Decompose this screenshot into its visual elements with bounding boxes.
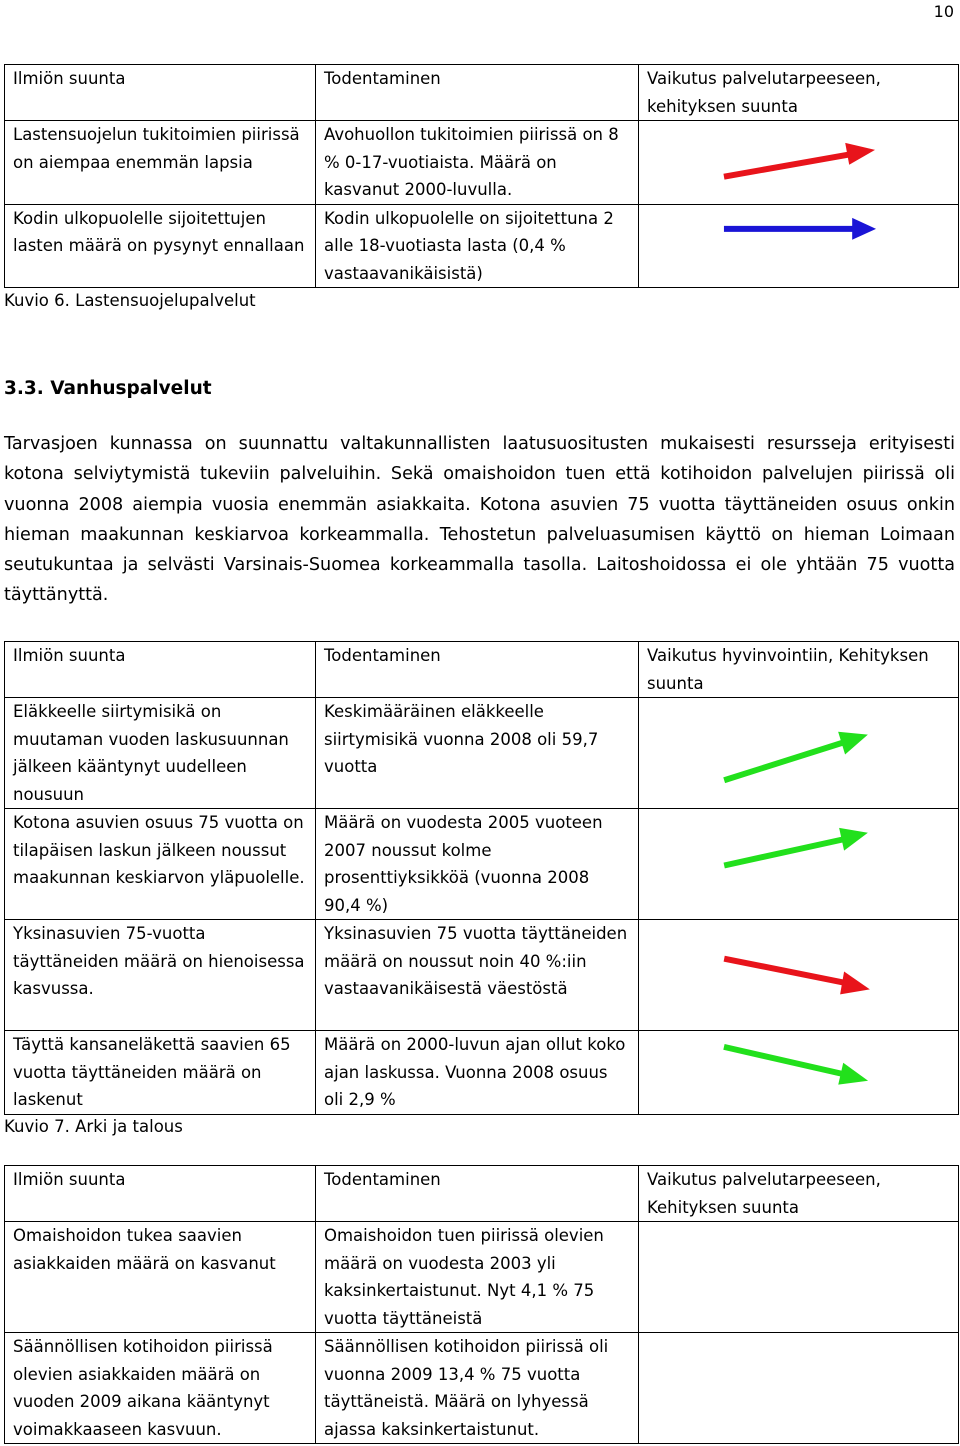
impact-cell [639,1333,959,1444]
table-row [5,809,959,920]
header-phenomenon: Ilmiön suunta [5,1166,316,1222]
table-row [5,920,959,1031]
header-phenomenon: Ilmiön suunta [5,642,316,698]
table-row [5,121,959,205]
header-verification: Todentaminen [316,1166,639,1222]
phenomenon-cell: Eläkkeelle siirtymisikä on muutaman vuoden laskusuunnan jälkeen kääntynyt uudelleen nousuun [5,698,316,809]
header-verification: Todentaminen [316,65,639,121]
table-header-row [5,1166,959,1222]
table-row [5,1031,959,1115]
header-verification: Todentaminen [316,642,639,698]
red-down-arrow-icon [639,920,959,1031]
page-number: 10 [933,2,954,21]
table-row [5,698,959,809]
impact-cell [639,1222,959,1333]
table-header-row [5,65,959,121]
verification-cell: Omaishoidon tuen piirissä olevien määrä on vuodesta 2003 yli kaksinkertaistunut. Nyt 4,1 % 75 vuotta täyttäneistä [316,1222,639,1333]
table-row [5,1222,959,1333]
phenomenon-cell: Kotona asuvien osuus 75 vuotta on tilapäisen laskun jälkeen noussut maakunnan keskiarvon yläpuolelle. [5,809,316,920]
phenomenon-cell: Omaishoidon tukea saavien asiakkaiden määrä on kasvanut [5,1222,316,1333]
verification-cell: Määrä on 2000-luvun ajan ollut koko ajan laskussa. Vuonna 2008 osuus oli 2,9 % [316,1031,639,1115]
verification-cell: Avohuollon tukitoimien piirissä on 8 % 0-17-vuotiaista. Määrä on kasvanut 2000-luvulla. [316,121,639,205]
table-row [5,1333,959,1444]
body-paragraph: Tarvasjoen kunnassa on suunnattu valtakunnallisten laatusuositusten mukaisesti resursseja erityisesti kotona selviytymistä tukeviin palveluihin. Sekä omaishoidon tuen että kotihoidon palvelujen piirissä oli vuonna 2008 aiempia vuosia enemmän asiakkaita. Kotona asuvien 75 vuotta täyttäneiden osuus onkin hieman maakunnan keskiarvoa korkeammalla. Tehostetun palveluasumisen käyttö on hieman Loimaan seutukuntaa ja selvästi Varsinais-Suomea korkeammalla tasolla. Laitoshoidossa ei ole yhtään 75 vuotta täyttänyttä. [4,434,955,606]
green-up-arrow-icon [639,809,959,920]
verification-cell: Yksinasuvien 75 vuotta täyttäneiden määrä on noussut noin 40 %:iin vastaavanikäisestä väestöstä [316,920,639,1031]
figure-caption: Kuvio 7. Arki ja talous [4,1117,183,1136]
header-impact: Vaikutus palvelutarpeeseen, kehityksen suunta [639,65,959,121]
phenomenon-cell: Lastensuojelun tukitoimien piirissä on aiempaa enemmän lapsia [5,121,316,205]
verification-cell: Määrä on vuodesta 2005 vuoteen 2007 noussut kolme prosenttiyksikköä (vuonna 2008 90,4 %) [316,809,639,920]
section-heading: 3.3. Vanhuspalvelut [4,378,212,399]
table-daily-life-economy [4,641,959,1115]
phenomenon-cell: Kodin ulkopuolelle sijoitettujen lasten määrä on pysynyt ennallaan [5,204,316,288]
verification-cell: Kodin ulkopuolelle on sijoitettuna 2 alle 18-vuotiasta lasta (0,4 % vastaavanikäisistä) [316,204,639,288]
green-up-arrow-icon [639,698,959,809]
table-elderly-services [4,1165,959,1444]
blue-right-arrow-icon [639,204,959,288]
verification-cell: Keskimääräinen eläkkeelle siirtymisikä vuonna 2008 oli 59,7 vuotta [316,698,639,809]
table-child-welfare [4,64,959,288]
phenomenon-cell: Yksinasuvien 75-vuotta täyttäneiden määrä on hienoisessa kasvussa. [5,920,316,1031]
header-phenomenon: Ilmiön suunta [5,65,316,121]
red-up-arrow-icon [639,121,959,205]
verification-cell: Säännöllisen kotihoidon piirissä oli vuonna 2009 13,4 % 75 vuotta täyttäneistä. Määrä on lyhyessä ajassa kaksinkertaistunut. [316,1333,639,1444]
green-down-arrow-icon [639,1031,959,1115]
header-impact: Vaikutus hyvinvointiin, Kehityksen suunta [639,642,959,698]
phenomenon-cell: Säännöllisen kotihoidon piirissä olevien asiakkaiden määrä on vuoden 2009 aikana kääntynyt voimakkaaseen kasvuun. [5,1333,316,1444]
header-impact: Vaikutus palvelutarpeeseen, Kehityksen suunta [639,1166,959,1222]
table-header-row [5,642,959,698]
table-row [5,204,959,288]
phenomenon-cell: Täyttä kansaneläkettä saavien 65 vuotta täyttäneiden määrä on laskenut [5,1031,316,1115]
figure-caption: Kuvio 6. Lastensuojelupalvelut [4,291,256,310]
